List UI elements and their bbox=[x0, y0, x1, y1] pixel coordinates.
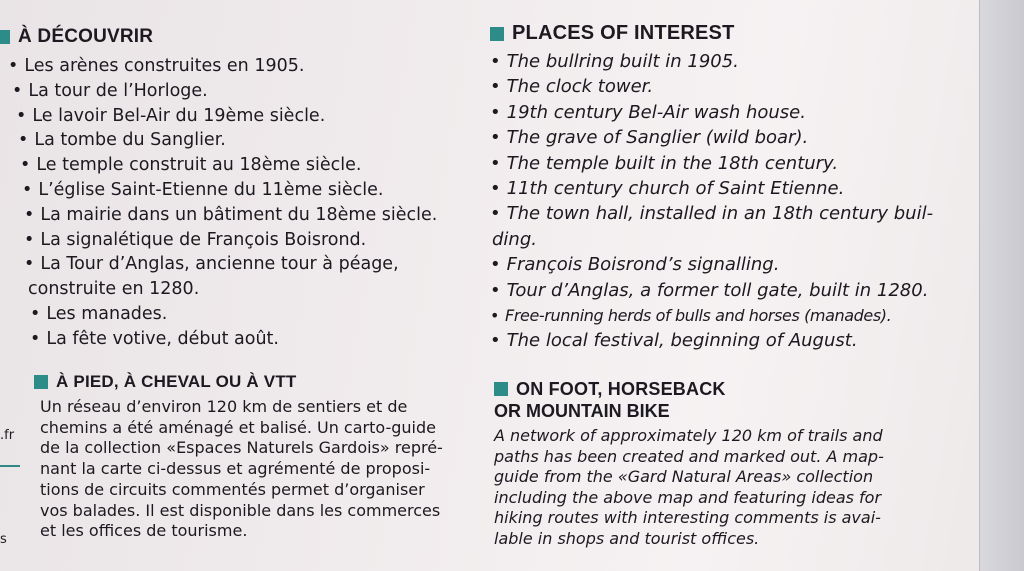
list-item: • François Boisrond’s signalling. bbox=[490, 252, 933, 277]
list-item: • 11th century church of Saint Etienne. bbox=[490, 176, 933, 201]
list-item: • 19th century Bel-Air wash house. bbox=[490, 100, 933, 125]
bullet-icon: • bbox=[490, 306, 500, 326]
bullet-icon: • bbox=[22, 179, 33, 200]
bullet-icon: • bbox=[490, 178, 501, 200]
heading-square-icon bbox=[494, 382, 508, 396]
list-item: • La tour de l’Horloge. bbox=[8, 79, 437, 104]
english-places-list bbox=[490, 49, 933, 354]
french-trails-heading: À PIED, À CHEVAL OU À VTT bbox=[34, 372, 464, 392]
list-item: • Les manades. bbox=[8, 302, 437, 327]
bullet-icon: • bbox=[490, 279, 501, 301]
french-places-heading: À DÉCOUVRIR bbox=[0, 26, 437, 48]
list-item: • La tombe du Sanglier. bbox=[8, 128, 437, 153]
bullet-icon: • bbox=[490, 101, 501, 123]
english-places-heading: PLACES OF INTEREST bbox=[490, 22, 933, 45]
list-item: • The town hall, installed in an 18th century buil- bbox=[490, 201, 933, 226]
edge-text-fragment-1: .fr bbox=[0, 428, 15, 443]
list-item: • L’église Saint-Etienne du 11ème siècle. bbox=[8, 178, 437, 203]
list-item: • La signalétique de François Boisrond. bbox=[8, 228, 437, 253]
list-item: • Le temple construit au 18ème siècle. bbox=[8, 153, 437, 178]
bullet-icon: • bbox=[490, 76, 501, 98]
list-item: • La fête votive, début août. bbox=[8, 327, 437, 352]
french-trails-text: Un réseau d’environ 120 km de sentiers et de chemins a été aménagé et balisé. Un carto-guide de la collection «Espaces Naturels Gardois» repré- nant la carte ci-dessus et agrémenté de proposi- tions de circuits commentés permet d’organiser vos balades. Il est disponible dans les commerces et les offices de tourisme. bbox=[40, 397, 443, 541]
bullet-icon: • bbox=[490, 203, 501, 225]
list-item: • The clock tower. bbox=[490, 74, 933, 99]
french-trails-section bbox=[34, 372, 464, 542]
list-item: • The bullring built in 1905. bbox=[490, 49, 933, 74]
bullet-icon: • bbox=[18, 130, 29, 151]
bullet-icon: • bbox=[24, 204, 35, 225]
bullet-icon: • bbox=[8, 56, 19, 76]
bullet-icon: • bbox=[20, 155, 31, 176]
edge-rule-line bbox=[0, 465, 20, 467]
list-item: • Le lavoir Bel-Air du 19ème siècle. bbox=[8, 104, 437, 129]
heading-square-icon bbox=[490, 27, 504, 41]
list-item: • La Tour d’Anglas, ancienne tour à péage, bbox=[8, 252, 437, 277]
english-trails-heading-line2: OR MOUNTAIN BIKE bbox=[494, 401, 670, 421]
list-item: • The grave of Sanglier (wild boar). bbox=[490, 125, 933, 150]
bullet-icon: • bbox=[12, 80, 23, 101]
background-wall bbox=[979, 0, 1024, 571]
list-item: • The local festival, beginning of August. bbox=[490, 328, 933, 353]
bullet-icon: • bbox=[490, 51, 501, 72]
list-item: • The temple built in the 18th century. bbox=[490, 151, 933, 176]
bullet-icon: • bbox=[490, 330, 501, 352]
list-item-continuation: ding. bbox=[492, 228, 537, 250]
english-places-section bbox=[490, 22, 933, 354]
english-trails-section bbox=[494, 378, 954, 550]
english-trails-text: A network of approximately 120 km of trails and paths has been created and marked out. A map- guide from the «Gard Natural Areas» collection including the above map and featuring ideas for hiking routes with interesting comments is avai- lable in shops and tourist offices. bbox=[494, 426, 884, 548]
heading-square-icon bbox=[34, 375, 48, 389]
heading-square-icon bbox=[0, 30, 10, 44]
french-places-list bbox=[8, 54, 437, 352]
list-item: • Tour d’Anglas, a former toll gate, built in 1280. bbox=[490, 278, 933, 303]
bullet-icon: • bbox=[24, 229, 35, 250]
list-item-continuation: construite en 1280. bbox=[28, 279, 200, 300]
list-item: • Free-running herds of bulls and horses (manades). bbox=[490, 303, 933, 328]
bullet-icon: • bbox=[490, 254, 501, 276]
edge-text-fragment-2: s bbox=[0, 532, 7, 547]
list-item: • La mairie dans un bâtiment du 18ème siècle. bbox=[8, 203, 437, 228]
bullet-icon: • bbox=[16, 105, 27, 126]
bullet-icon: • bbox=[30, 303, 41, 324]
bullet-icon: • bbox=[24, 254, 35, 275]
bullet-icon: • bbox=[30, 328, 41, 349]
bullet-icon: • bbox=[490, 152, 501, 174]
english-trails-heading: ON FOOT, HORSEBACK bbox=[494, 378, 954, 400]
french-places-section bbox=[8, 26, 437, 352]
list-item: • Les arènes construites en 1905. bbox=[8, 54, 437, 79]
bullet-icon: • bbox=[490, 127, 501, 149]
